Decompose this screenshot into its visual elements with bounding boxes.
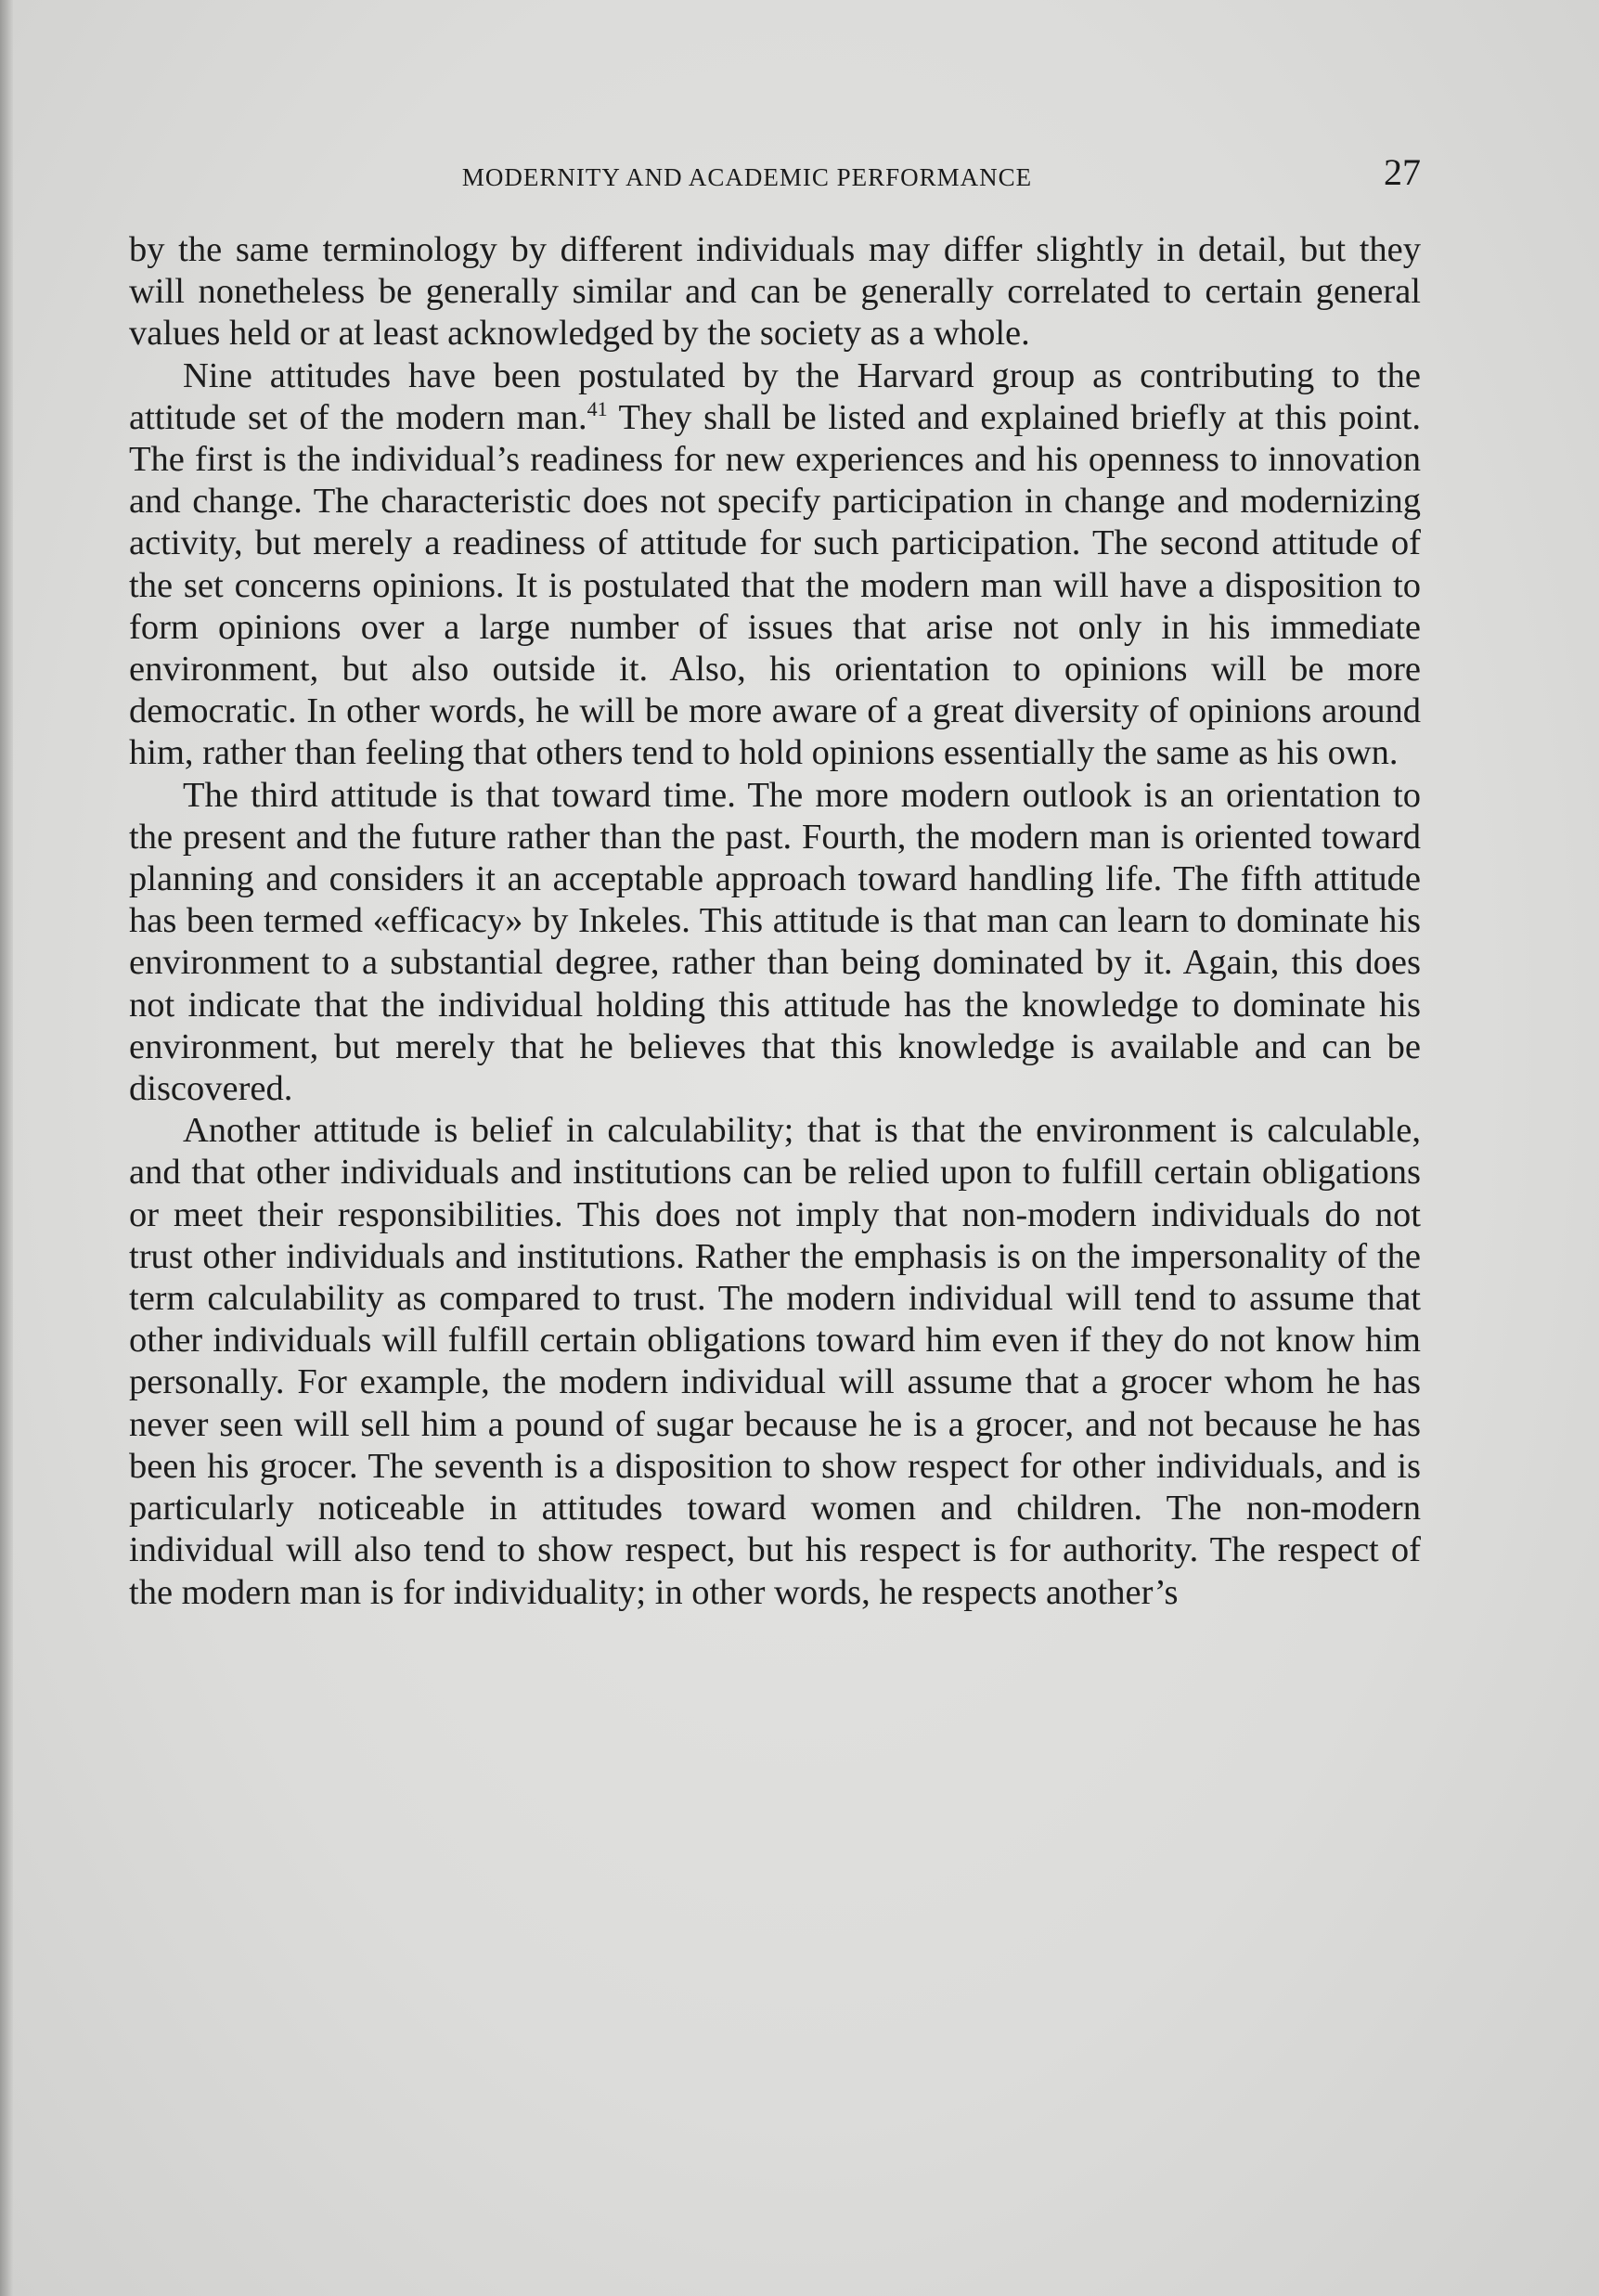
paragraph-nine-attitudes bbox=[129, 355, 1421, 775]
footnote-reference: 41 bbox=[587, 396, 608, 420]
paragraph-continuation: by the same terminology by different individuals may differ slightly in detail, but they will nonetheless be generally similar and can be generally correlated to certain general values held or at least acknowledged by the society as a whole. bbox=[129, 230, 1421, 354]
paragraph-text: They shall be listed and explained briefly at this point. The first is the individual’s readiness for new experiences and his openness to innovation and change. The characteristic does not specify participation in change and modernizing activity, but merely a readiness of attitude for such participation. The second attitude of the set concerns opinions. It is postulated that the modern man will have a disposition to form opinions over a large number of issues that arise not only in his immediate environment, but also outside it. Also, his orientation to opinions will be more democratic. In other words, he will be more aware of a great diversity of opinions around him, rather than feeling that others tend to hold opinions essentially the same as his own. bbox=[129, 397, 1421, 773]
paragraph-text: Nine attitudes have been postulated by the Harvard group as contributing to the attitude set of the modern man. bbox=[129, 355, 1421, 437]
running-title: MODERNITY AND ACADEMIC PERFORMANCE bbox=[461, 163, 1033, 191]
paragraph-calculability: Another attitude is belief in calculability; that is that the environment is calculable, and that other individuals and institutions can be relied upon to fulfill certain obligations or meet their responsibilities. This does not imply that non-modern individuals do not trust other individuals and institutions. Rather the emphasis is on the impersonality of the term calculability as compared to trust. The modern individual will tend to assume that other individuals will fulfill certain obligations toward him even if they do not know him personally. For example, the modern individual will assume that a grocer whom he has never seen will sell him a pound of sugar because he is a grocer, and not because he has been his grocer. The seventh is a disposition to show respect for other individuals, and is particularly noticeable in attitudes toward women and children. The non-modern individual will also tend to show respect, but his respect is for authority. The respect of the modern man is for individuality; in other words, he respects another’s bbox=[129, 1111, 1421, 1612]
body-text bbox=[129, 229, 1421, 1614]
page-number: 27 bbox=[1384, 151, 1421, 193]
page-header bbox=[129, 148, 1421, 204]
paragraph-third-attitude: The third attitude is that toward time. The more modern outlook is an orientation to the present and the future rather than the past. Fourth, the modern man is oriented toward planning and considers it an acceptable approach toward handling life. The fifth attitude has been termed «efficacy» by Inkeles. This attitude is that man can learn to dominate his environment to a substantial degree, rather than being dominated by it. Again, this does not indicate that the individual holding this attitude has the knowledge to dominate his environment, but merely that he believes that this knowledge is available and can be discovered. bbox=[129, 775, 1421, 1109]
